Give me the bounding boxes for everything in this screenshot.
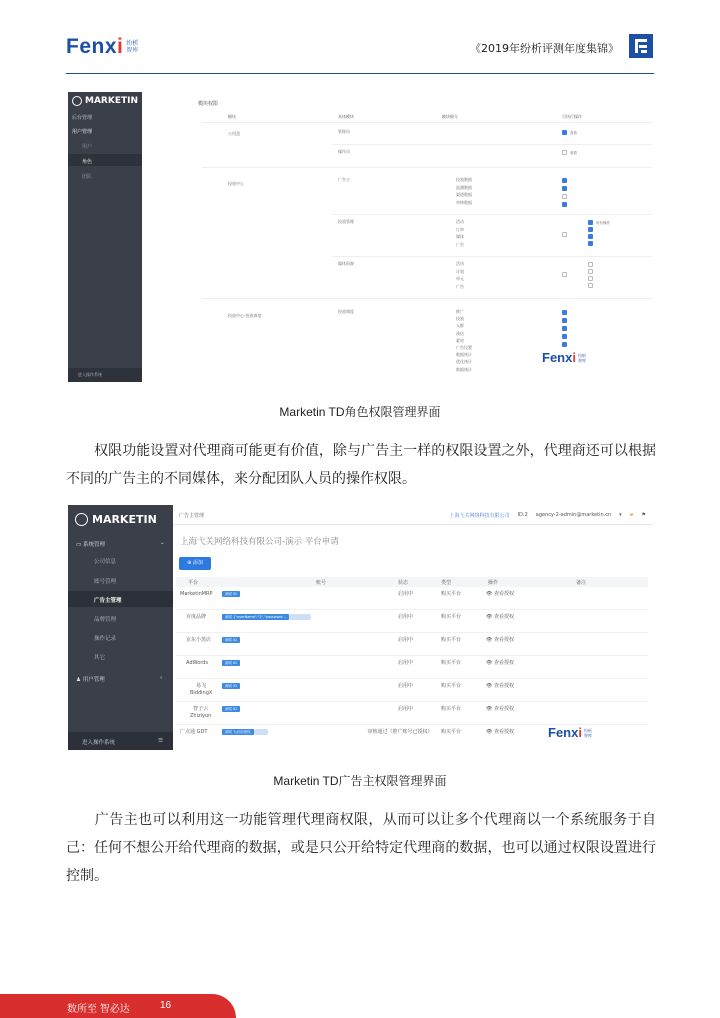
permission-checkbox[interactable] [588, 234, 593, 239]
table-row: 易飞 BiddingX 测试 ID 启用中 购买平台 👁 查看授权 [176, 679, 648, 702]
permission-checkbox[interactable] [562, 326, 567, 331]
menu-icon: ☰ [158, 738, 163, 744]
view-auth-link[interactable]: 👁 查看授权 [486, 729, 514, 735]
view-auth-link[interactable]: 👁 查看授权 [486, 706, 514, 712]
flag-icon[interactable]: ⚑ [641, 512, 646, 518]
submodule-cell: 媒体资源 [338, 261, 354, 266]
table-row: 广点通 GDT 测试 为应用授权 审核通过（推广账号已授权） 购买平台 👁 查看授权 [180, 729, 514, 735]
sidebar-item-other[interactable]: 其它 [94, 655, 106, 661]
view-auth-link[interactable]: 👁 查看授权 [486, 637, 514, 643]
page-header [0, 0, 720, 76]
permission-checkbox[interactable] [588, 227, 593, 232]
sidebar [68, 92, 142, 382]
caption-role-permission: Marketin TD角色权限管理界面 [279, 405, 441, 419]
fenxi-watermark: Fenxi 纷析 智库 [548, 725, 592, 740]
view-auth-link[interactable]: 👁 查看授权 [486, 660, 514, 666]
sidebar-item-users[interactable]: 用户管理 [72, 129, 93, 135]
table-row: 京东小黑店 测试 ID 启用中 购买平台 👁 查看授权 [176, 633, 648, 656]
view-auth-link[interactable]: 👁 查看授权 [486, 683, 514, 689]
detail-cell: 活动 计划 单元 广告 [456, 261, 464, 289]
permission-checkbox[interactable] [562, 318, 567, 323]
breadcrumb: 广告主管理 [179, 513, 205, 519]
chevron-down-icon: ▾ [619, 512, 622, 518]
sidebar-item-admin[interactable]: 后台管理 [72, 115, 93, 121]
chevron-down-icon: ⌄ [160, 540, 165, 546]
company-id: ID:2 [517, 512, 528, 518]
permission-checkbox[interactable] [588, 220, 593, 225]
permission-checkbox[interactable] [588, 276, 593, 281]
document-icon [629, 34, 653, 58]
page-subtitle: 上海弋关网络科技有限公司-演示 平台申请 [180, 537, 339, 547]
submodule-cell: 广告主 [338, 177, 350, 182]
table-row: 智子云 Zhiziyun 测试 ID 启用中 购买平台 👁 查看授权 [176, 702, 648, 725]
fenxi-logo: Fenxi 纷析 智库 [66, 35, 139, 58]
header-divider [66, 73, 654, 74]
fenxi-watermark: Fenxi 纷析 智库 [542, 350, 586, 365]
permission-checkbox[interactable] [562, 130, 567, 135]
marketin-logo: MARKETIN [72, 96, 138, 106]
role-permission-screenshot [68, 92, 652, 382]
table-row: 百度品牌 测试 {"userName":"1","password... 启用中 购买平台 👁 查看授权 [176, 610, 648, 633]
column-header: 可执行操作 [562, 114, 582, 119]
marketin-logo: MARKETIN [75, 513, 157, 526]
sidebar-item-user[interactable]: 用户 [82, 144, 93, 150]
sidebar-item-role[interactable]: 角色 [82, 159, 93, 165]
permission-checkbox[interactable] [562, 178, 567, 183]
company-link[interactable]: 上海弋关网络科技有限公司 [449, 513, 510, 519]
platform-table [176, 577, 648, 748]
table-header: 平台 账号 状态 类型 操作 备注 [176, 577, 648, 587]
sidebar-item-system[interactable]: ▭ 系统管理 [76, 542, 105, 548]
column-header: 模块细分 [442, 114, 458, 119]
sidebar-item-logs[interactable]: 操作记录 [94, 636, 117, 642]
column-header: 具体模块 [338, 114, 354, 119]
document-title: 《2019年纷析评测年度集锦》 [470, 42, 619, 55]
permission-checkbox[interactable] [562, 272, 567, 277]
view-auth-link[interactable]: 👁 查看授权 [486, 614, 514, 620]
detail-cell: 投放数据 监测数据 渠道数据 审核数据 [456, 177, 472, 205]
paragraph-agency-permissions: 权限功能设置对代理商可能更有价值，除与广告主一样的权限设置之外，代理商还可以根据不同的广告主的不同媒体，来分配团队人员的操作权限。 [66, 443, 656, 487]
footer-slogan: 数所至 智必达 [67, 1004, 130, 1015]
sidebar-item-brands[interactable]: 品牌管理 [94, 617, 117, 623]
table-row: MarketinMRP 测试 ID 启用中 购买平台 👁 查看授权 [176, 587, 648, 610]
column-header: 模块 [228, 114, 236, 119]
permission-checkbox[interactable] [562, 202, 567, 207]
view-auth-link[interactable]: 👁 查看授权 [486, 591, 514, 597]
enter-system-link[interactable]: 进入操作系统 ☰ [68, 732, 173, 750]
permission-panel: 模块权限 模块 具体模块 模块细分 可执行操作 公用盘 管理员 查看 操作员 查看 投放中心 广告主 投放数据 监测数据 渠道数据 审核数据 投放管理 活动 订单 媒体 广告 所有操作 媒体资源 活动 计划 单元 广告 投放中心-投放调度 投放调度 推广 投放 人群 预估 素材 广告设置 数据统计 优化统计 数据统计 Fenxi 纷析 智库 [142, 92, 652, 382]
submodule-cell: 投放管理 [338, 219, 354, 224]
submodule-cell: 操作员 [338, 149, 350, 154]
permission-checkbox[interactable] [588, 262, 593, 267]
advertiser-permission-screenshot [68, 505, 652, 750]
sidebar-item-team[interactable]: 团队 [82, 174, 93, 180]
check-label: 查看 [570, 131, 577, 135]
permission-checkbox[interactable] [562, 342, 567, 347]
detail-cell: 推广 投放 人群 预估 素材 广告设置 数据统计 优化统计 数据统计 [456, 309, 472, 372]
permission-checkbox[interactable] [588, 241, 593, 246]
account-menu[interactable]: agency-2-admin@marketin.cn [535, 512, 612, 518]
sidebar-item-company[interactable]: 公司信息 [94, 559, 117, 565]
paragraph-advertiser-permissions: 广告主也可以利用这一功能管理代理商权限，从而可以让多个代理商以一个系统服务于自己：任何不想公开给代理商的数据，或是只公开给特定代理商的数据，也可以通过权限设置进行控制。 [66, 812, 656, 884]
submodule-cell: 管理员 [338, 129, 350, 134]
permission-checkbox[interactable] [562, 310, 567, 315]
permission-checkbox[interactable] [562, 186, 567, 191]
chevron-left-icon: ‹ [160, 675, 163, 681]
caption-advertiser-permission: Marketin TD广告主权限管理界面 [273, 774, 447, 788]
permission-checkbox[interactable] [588, 283, 593, 288]
table-row: AdWords 测试 ID 启用中 购买平台 👁 查看授权 [176, 656, 648, 679]
module-cell: 投放中心-投放调度 [228, 313, 262, 318]
module-cell: 投放中心 [228, 181, 244, 186]
section-heading: 模块权限 [198, 101, 219, 107]
permission-checkbox[interactable] [562, 334, 567, 339]
add-button[interactable]: ⊕ 添加 [179, 557, 211, 570]
detail-cell: 活动 订单 媒体 广告 [456, 219, 464, 247]
page-number: 16 [160, 1000, 172, 1011]
permission-checkbox[interactable] [562, 232, 567, 237]
permission-checkbox[interactable] [588, 269, 593, 274]
enter-system-link[interactable]: 进入操作系统 [68, 368, 142, 382]
permission-checkbox[interactable] [562, 194, 567, 199]
sidebar-item-advertisers[interactable]: 广告主管理 [94, 598, 122, 604]
module-cell: 公用盘 [228, 131, 240, 136]
notification-icon[interactable]: ▰ [629, 512, 634, 518]
sidebar [68, 505, 173, 750]
top-bar [173, 505, 652, 525]
permission-checkbox[interactable] [562, 150, 567, 155]
sidebar-item-user-mgmt[interactable]: ♟ 用户管理 [76, 677, 105, 683]
sidebar-item-accounts[interactable]: 账号管理 [94, 579, 117, 585]
submodule-cell: 投放调度 [338, 309, 354, 314]
